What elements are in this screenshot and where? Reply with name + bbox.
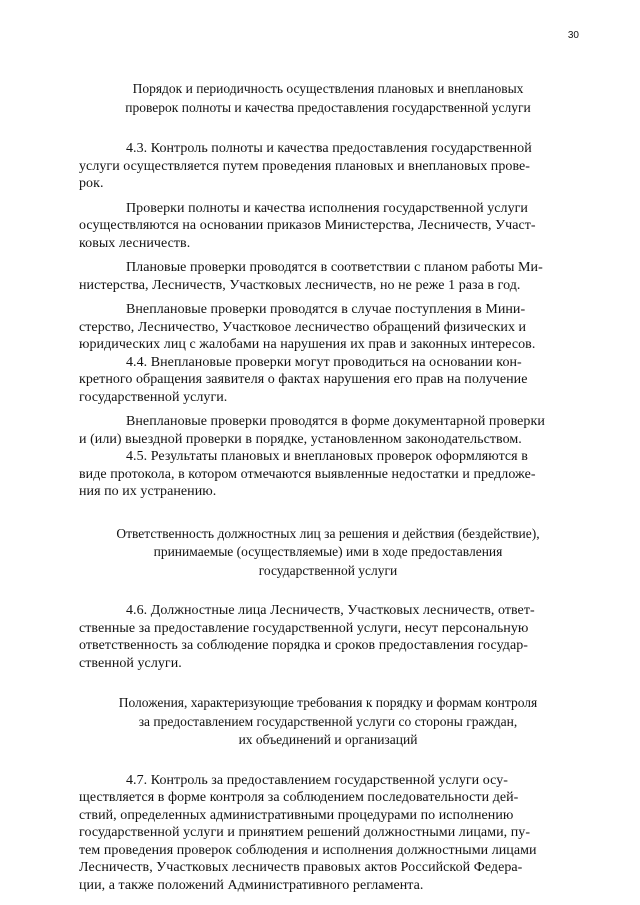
heading-line: проверок полноты и качества предоставления государственной услуги [125, 99, 531, 115]
document-body [79, 80, 577, 894]
paragraph-inspection-basis [79, 200, 577, 253]
heading-line: их объединений и организаций [238, 732, 418, 747]
text-line: ствий, определенных административными процедурами по исполнению [79, 807, 514, 823]
text-line: ковых лесничеств. [79, 235, 191, 251]
section-heading-responsibility [79, 525, 577, 581]
text-line: юридических лиц с жалобами на нарушения их прав и законных интересов. [79, 337, 536, 352]
text-line: и (или) выездной проверки в порядке, установленном законодательством. [79, 431, 522, 447]
text-line: 4.4. Внеплановые проверки могут проводиться на основании кон- [126, 354, 522, 370]
heading-line: Порядок и периодичность осуществления плановых и внеплановых [132, 81, 524, 96]
paragraph-4-3 [79, 140, 577, 193]
text-line: ции, а также положений Административного регламента. [79, 877, 424, 893]
text-line: государственной услуги и принятием решений должностными лицами, пу- [79, 825, 531, 840]
text-line: кретного обращения заявителя о фактах нарушения его прав на получение [79, 372, 528, 387]
text-line: Проверки полноты и качества исполнения государственной услуги [126, 200, 528, 216]
text-line: государственной услуги. [79, 389, 228, 405]
heading-line: государственной услуги [258, 562, 398, 578]
section-heading-public-control [79, 694, 577, 750]
paragraph-4-4 [79, 354, 577, 407]
heading-line: принимаемые (осуществляемые) ими в ходе предоставления [153, 544, 503, 559]
paragraph-4-5 [79, 448, 577, 501]
text-line: ответственность за соблюдение порядка и сроков предоставления государ- [79, 638, 529, 653]
text-line: 4.6. Должностные лица Лесничеств, Участковых лесничеств, ответ- [126, 603, 535, 618]
section-heading-inspections [79, 80, 577, 117]
page-number: 30 [567, 30, 579, 41]
text-line: Лесничеств, Участковых лесничеств правовых актов Российской Федера- [79, 860, 523, 875]
text-line: стерство, Лесничество, Участковое лесничество обращений физических и [79, 319, 527, 335]
paragraph-unplanned-inspections [79, 301, 577, 354]
text-line: ственной услуги. [79, 655, 182, 671]
heading-line: Положения, характеризующие требования к порядку и формам контроля [118, 695, 538, 710]
text-line: Внеплановые проверки проводятся в форме документарной проверки [126, 414, 545, 429]
paragraph-inspection-form [79, 413, 577, 448]
text-line: осуществляются на основании приказов Министерства, Лесничеств, Участ- [79, 218, 536, 233]
text-line: ществляется в форме контроля за соблюдением последовательности дей- [79, 790, 519, 805]
text-line: тем проведения проверок соблюдения и исполнения должностными лицами [79, 842, 537, 858]
text-line: нистерства, Лесничеств, Участковых лесничеств, но не реже 1 раза в год. [79, 277, 521, 293]
text-line: рок. [79, 176, 104, 191]
text-line: услуги осуществляется путем проведения плановых и внеплановых прове- [79, 158, 530, 174]
text-line: 4.5. Результаты плановых и внеплановых проверок оформляются в [126, 449, 528, 464]
paragraph-4-7 [79, 772, 577, 895]
paragraph-planned-inspections [79, 259, 577, 294]
text-line: 4.7. Контроль за предоставлением государственной услуги осу- [126, 772, 508, 788]
text-line: ственные за предоставление государственной услуги, несут персональную [79, 620, 529, 636]
text-line: виде протокола, в котором отмечаются выявленные недостатки и предложе- [79, 466, 536, 482]
text-line: Внеплановые проверки проводятся в случае поступления в Мини- [126, 302, 526, 317]
text-line: Плановые проверки проводятся в соответствии с планом работы Ми- [126, 260, 543, 275]
heading-line: за предоставлением государственной услуги со стороны граждан, [138, 713, 518, 729]
paragraph-4-6 [79, 602, 577, 672]
heading-line: Ответственность должностных лиц за решения и действия (бездействие), [116, 525, 540, 541]
text-line: 4.3. Контроль полноты и качества предоставления государственной [126, 141, 532, 156]
text-line: ния по их устранению. [79, 484, 217, 499]
